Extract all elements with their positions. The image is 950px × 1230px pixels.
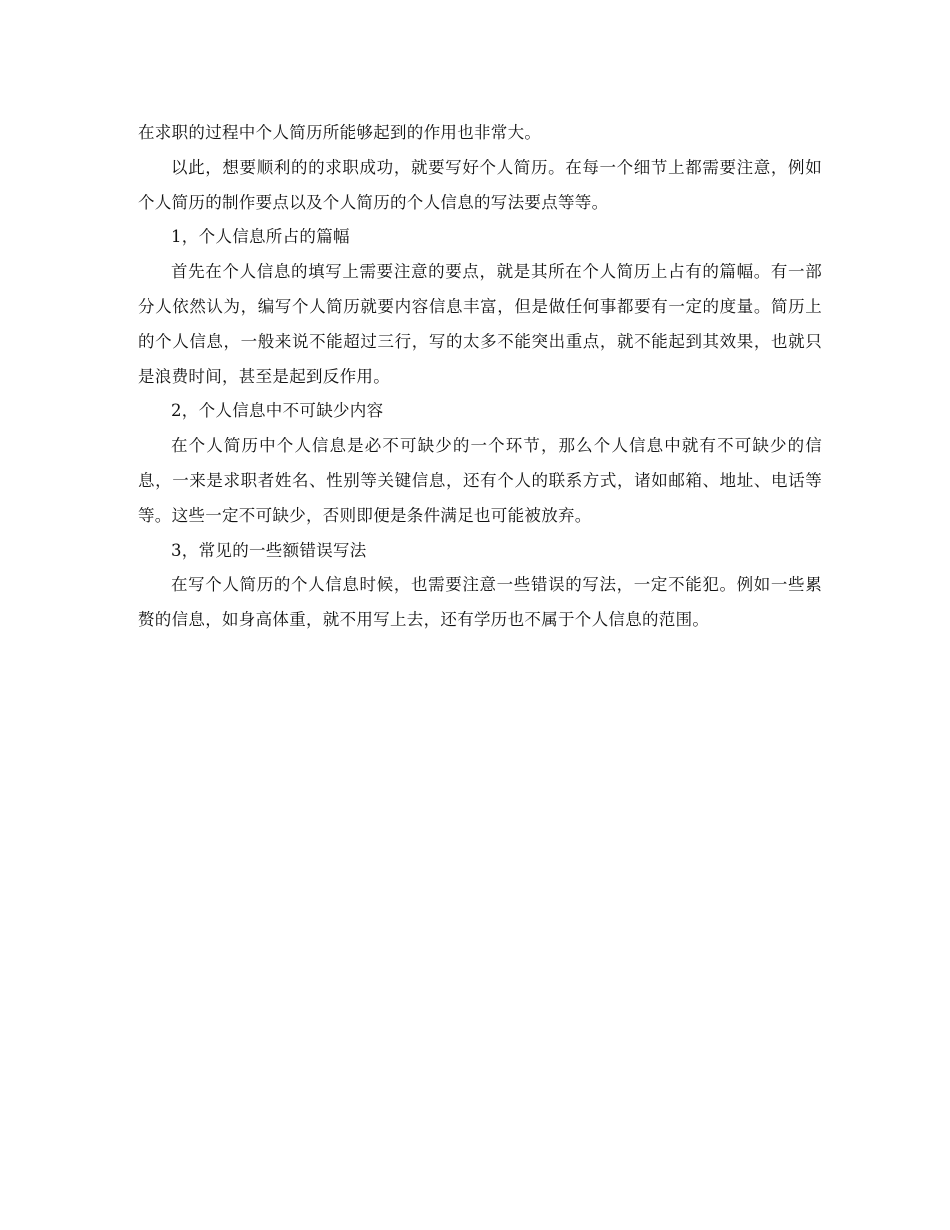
section-heading-info-length: 1，个人信息所占的篇幅 <box>171 227 350 247</box>
section-heading-common-mistakes: 3，常见的一些额错误写法 <box>171 540 367 560</box>
document-page <box>138 116 822 638</box>
body-paragraph-required-content: 在个人简历中个人信息是必不可缺少的一个环节，那么个人信息中就有不可缺少的信息，一来是求职者姓名、性别等关键信息，还有个人的联系方式，诸如邮箱、地址、电话等等。这些一定不可缺少，否则即便是条件满足也可能被放弃。 <box>138 436 822 525</box>
body-paragraph-intro: 在求职的过程中个人简历所能够起到的作用也非常大。 <box>138 123 542 142</box>
body-paragraph-common-mistakes: 在写个人简历的个人信息时候，也需要注意一些错误的写法，一定不能犯。例如一些累赘的信息，如身高体重，就不用写上去，还有学历也不属于个人信息的范围。 <box>138 575 822 630</box>
section-heading-required-content: 2，个人信息中不可缺少内容 <box>171 401 384 421</box>
body-paragraph-info-length: 首先在个人信息的填写上需要注意的要点，就是其所在个人简历上占有的篇幅。有一部分人依然认为，编写个人简历就要内容信息丰富，但是做任何事都要有一定的度量。简历上的个人信息，一般来说不能超过三行，写的太多不能突出重点，就不能起到其效果，也就只是浪费时间，甚至是起到反作用。 <box>138 262 822 386</box>
body-paragraph-resume-importance: 以此，想要顺利的的求职成功，就要写好个人简历。在每一个细节上都需要注意，例如个人简历的制作要点以及个人简历的个人信息的写法要点等等。 <box>138 157 822 212</box>
